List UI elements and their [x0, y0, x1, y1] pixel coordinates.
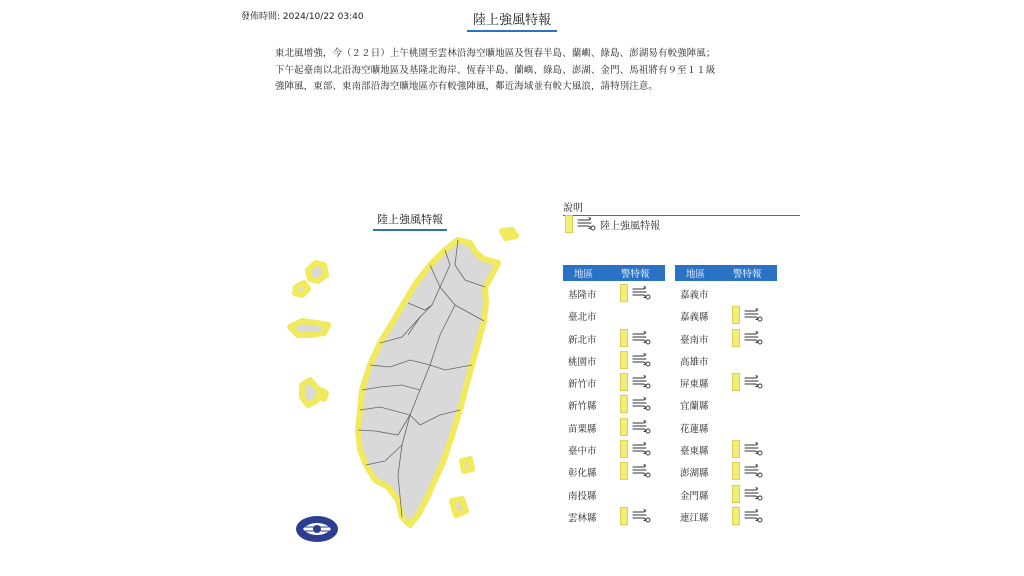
table-row	[563, 482, 665, 504]
table-row	[563, 504, 665, 526]
kinmen-islands	[290, 321, 328, 335]
warning-color-swatch	[732, 373, 740, 391]
table-row	[675, 415, 777, 437]
issue-time: 發佈時間: 2024/10/22 03:40	[241, 12, 364, 22]
wind-warning-indicator	[732, 329, 763, 347]
region-name: 桃園市	[568, 356, 597, 368]
table-row	[563, 392, 665, 414]
matsu-islands	[308, 263, 326, 281]
region-name: 南投縣	[568, 490, 597, 502]
wind-warning-indicator	[620, 418, 651, 436]
table-row	[563, 370, 665, 392]
wind-icon	[631, 375, 651, 389]
table-body	[675, 281, 777, 526]
region-name: 雲林縣	[568, 512, 597, 524]
wind-warning-indicator	[732, 440, 763, 458]
description-line-2: 下午起臺南以北沿海空曠地區及基隆北海岸、恆春半島、蘭嶼、綠島、澎湖、金門、馬祖將有９至１１級	[275, 64, 716, 76]
wind-warning-indicator	[732, 485, 763, 503]
warning-color-swatch	[620, 418, 628, 436]
green-island	[462, 459, 472, 471]
region-table-right	[675, 265, 777, 526]
region-name: 臺北市	[568, 312, 597, 324]
wind-icon	[631, 420, 651, 434]
lanyu-island	[452, 499, 466, 515]
region-name: 臺中市	[568, 446, 597, 458]
region-name: 彰化縣	[568, 468, 597, 480]
table-row	[675, 482, 777, 504]
description-line-1: 東北風增強，今（２２日）上午桃園至雲林沿海空曠地區及恆春半島、蘭嶼、綠島、澎湖易有較強陣風；	[275, 48, 716, 59]
region-name: 苗栗縣	[568, 423, 597, 435]
region-name: 臺東縣	[680, 446, 709, 458]
wind-icon	[631, 286, 651, 300]
wind-icon	[631, 509, 651, 523]
wind-icon	[743, 308, 763, 322]
wind-warning-indicator	[620, 351, 651, 369]
header-warning: 警特報	[621, 269, 650, 280]
region-name: 嘉義縣	[680, 312, 709, 324]
region-name: 花蓮縣	[680, 423, 709, 435]
table-row	[563, 348, 665, 370]
header-region: 地區	[686, 269, 706, 280]
cwa-logo-icon	[295, 515, 339, 543]
region-name: 澎湖縣	[680, 468, 709, 480]
header-warning: 警特報	[733, 269, 762, 280]
warning-color-swatch	[732, 462, 740, 480]
region-table-left	[563, 265, 665, 526]
wind-warning-indicator	[620, 395, 651, 413]
region-name: 嘉義市	[680, 290, 709, 301]
matsu-islet	[295, 283, 308, 295]
warning-color-swatch	[620, 329, 628, 347]
warning-color-swatch	[732, 329, 740, 347]
warning-color-swatch	[732, 485, 740, 503]
region-name: 基隆市	[568, 290, 597, 301]
header-region: 地區	[574, 269, 594, 280]
warning-color-swatch	[620, 507, 628, 525]
wind-warning-indicator	[620, 507, 651, 525]
warning-color-swatch	[620, 373, 628, 391]
legend-title: 說明	[563, 199, 800, 216]
table-row	[675, 459, 777, 481]
penghu-islet	[319, 390, 326, 399]
wind-icon	[743, 509, 763, 523]
region-name: 連江縣	[680, 512, 709, 524]
legend-color-swatch	[565, 215, 573, 233]
table-row	[563, 459, 665, 481]
region-name: 新北市	[568, 334, 597, 346]
warning-color-swatch	[620, 462, 628, 480]
table-row	[563, 437, 665, 459]
wind-warning-indicator	[620, 440, 651, 458]
region-name: 臺南市	[680, 334, 709, 346]
map-title: 陸上強風特報	[373, 211, 447, 231]
table-row	[675, 504, 777, 526]
wind-icon	[743, 331, 763, 345]
table-header	[675, 265, 777, 281]
region-name: 屏東縣	[680, 379, 709, 391]
wind-icon	[631, 464, 651, 478]
table-row	[563, 326, 665, 348]
table-row	[675, 392, 777, 414]
wind-warning-indicator	[620, 329, 651, 347]
region-name: 高雄市	[680, 356, 709, 368]
warning-color-swatch	[620, 351, 628, 369]
region-name: 新竹縣	[568, 401, 597, 413]
region-name: 金門縣	[680, 490, 709, 502]
table-row	[675, 348, 777, 370]
wind-warning-indicator	[620, 373, 651, 391]
wind-icon	[743, 375, 763, 389]
wind-icon	[743, 442, 763, 456]
legend-item	[565, 215, 660, 233]
description-line-3: 強陣風，東部、東南部沿海空曠地區亦有較強陣風，鄰近海域並有較大風浪，請特別注意。	[275, 81, 659, 92]
region-name: 宜蘭縣	[680, 401, 709, 413]
wind-icon	[631, 331, 651, 345]
wind-icon	[631, 442, 651, 456]
warning-color-swatch	[620, 440, 628, 458]
table-row	[675, 437, 777, 459]
wind-warning-indicator	[732, 306, 763, 324]
wind-warning-indicator	[620, 462, 651, 480]
warning-color-swatch	[620, 284, 628, 302]
table-row	[675, 281, 777, 303]
turtle-island	[502, 230, 516, 238]
legend-label: 陸上強風特報	[600, 220, 660, 232]
warning-description	[275, 46, 795, 96]
table-row	[675, 303, 777, 325]
wind-icon	[631, 397, 651, 411]
wind-warning-indicator	[620, 284, 651, 302]
table-body	[563, 281, 665, 526]
table-row	[675, 326, 777, 348]
warning-color-swatch	[732, 306, 740, 324]
wind-warning-indicator	[732, 373, 763, 391]
taiwan-main-island	[358, 240, 498, 525]
wind-icon	[631, 353, 651, 367]
table-header	[563, 265, 665, 281]
warning-color-swatch	[732, 507, 740, 525]
wind-icon	[743, 464, 763, 478]
wind-warning-indicator	[732, 507, 763, 525]
wind-icon	[743, 487, 763, 501]
table-row	[563, 281, 665, 303]
page-title: 陸上強風特報	[467, 9, 557, 32]
wind-warning-indicator	[732, 462, 763, 480]
table-row	[563, 303, 665, 325]
taiwan-map	[280, 225, 530, 550]
region-name: 新竹市	[568, 379, 597, 391]
warning-color-swatch	[732, 440, 740, 458]
table-row	[563, 415, 665, 437]
table-row	[675, 370, 777, 392]
warning-color-swatch	[620, 395, 628, 413]
wind-icon	[576, 217, 596, 231]
